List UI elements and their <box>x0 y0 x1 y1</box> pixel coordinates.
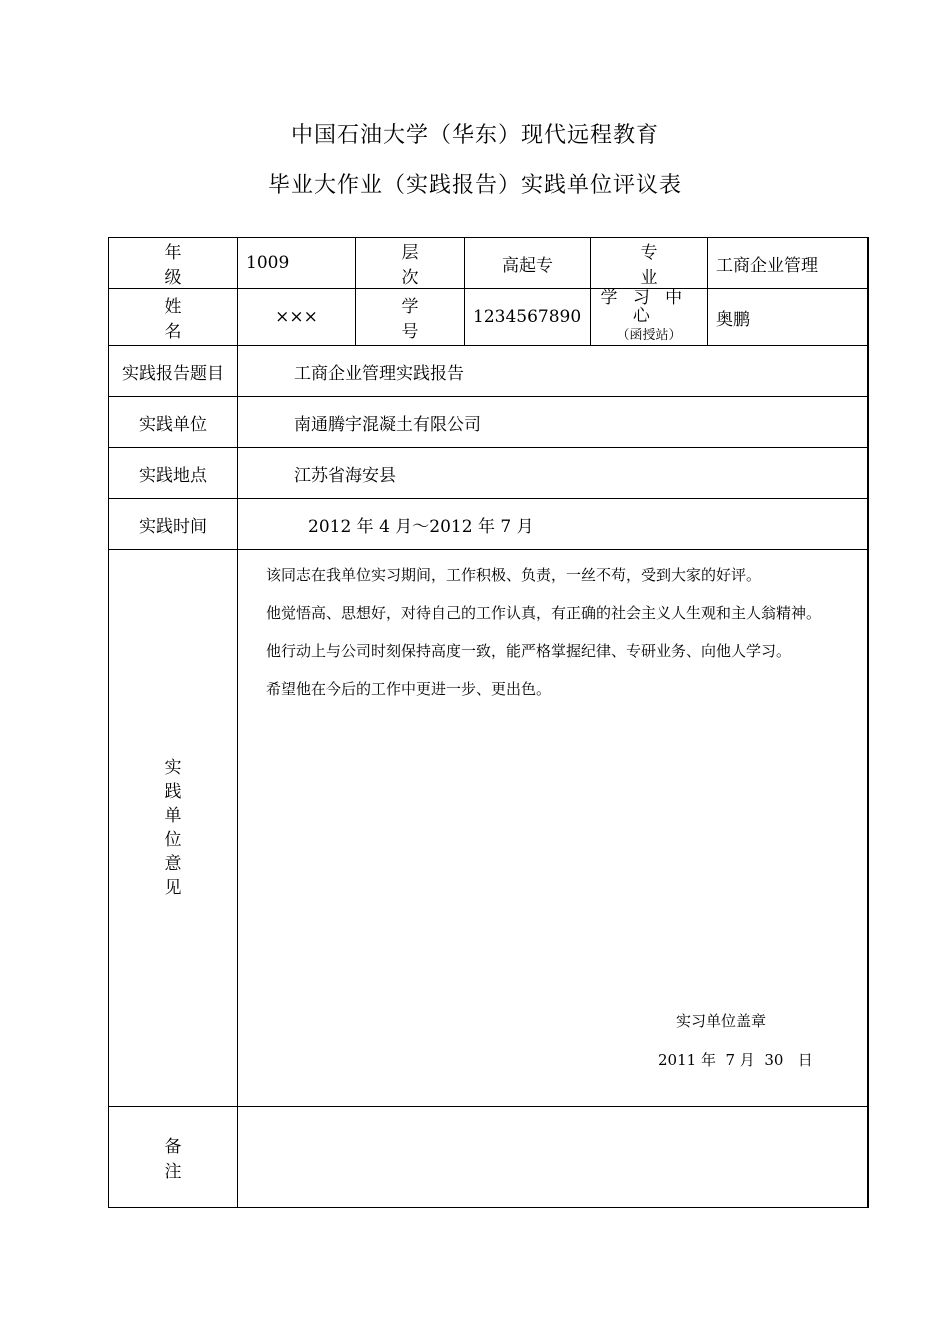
opinion-label-char: 意 <box>164 854 182 874</box>
grade-label: 年 级 <box>109 238 238 289</box>
level-label: 层 次 <box>356 238 465 289</box>
row-grade-level-major <box>109 238 868 289</box>
time-label: 实践时间 <box>109 499 238 550</box>
seal-caption: 实习单位盖章 <box>676 1012 767 1030</box>
row-time <box>109 499 868 550</box>
opinion-text <box>238 550 867 708</box>
remarks-label: 备 注 <box>109 1107 238 1208</box>
document-subtitle: 毕业大作业（实践报告）实践单位评议表 <box>267 173 682 198</box>
name-value: ××× <box>238 289 356 346</box>
place-label: 实践地点 <box>109 448 238 499</box>
row-unit <box>109 397 868 448</box>
student-id-label: 学 号 <box>356 289 465 346</box>
opinion-paragraph: 他行动上与公司时刻保持高度一致，能严格掌握纪律、专研业务、向他人学习。 <box>266 642 792 660</box>
topic-value: 工商企业管理实践报告 <box>238 346 868 397</box>
student-id-value: 1234567890 <box>465 289 591 346</box>
unit-value: 南通腾宇混凝土有限公司 <box>238 397 868 448</box>
row-name-id-center <box>109 289 868 346</box>
evaluation-form <box>108 237 869 1208</box>
opinion-label-char: 实 <box>164 758 182 778</box>
study-center-label <box>591 289 708 346</box>
opinion-label-char: 单 <box>164 806 182 826</box>
opinion-date: 2011 年 7 月 30 日 <box>658 1051 813 1069</box>
opinion-label <box>109 550 238 1107</box>
unit-label: 实践单位 <box>109 397 238 448</box>
opinion-paragraph: 该同志在我单位实习期间，工作积极、负责，一丝不苟，受到大家的好评。 <box>266 566 762 584</box>
opinion-content <box>238 550 868 1107</box>
opinion-paragraph: 他觉悟高、思想好，对待自己的工作认真，有正确的社会主义人生观和主人翁精神。 <box>266 604 822 622</box>
topic-label: 实践报告题目 <box>109 346 238 397</box>
major-label: 专 业 <box>591 238 708 289</box>
time-value: 2012 年 4 月～2012 年 7 月 <box>238 499 868 550</box>
level-value: 高起专 <box>465 238 591 289</box>
opinion-paragraph: 希望他在今后的工作中更进一步、更出色。 <box>266 680 552 698</box>
document-title: 中国石油大学（华东）现代远程教育 <box>290 123 659 148</box>
place-value: 江苏省海安县 <box>238 448 868 499</box>
row-topic <box>109 346 868 397</box>
study-center-value: 奥鹏 <box>708 289 868 346</box>
study-center-label-sub: （函授站） <box>616 328 682 343</box>
study-center-label-main: 学习中心 <box>600 288 698 326</box>
row-place <box>109 448 868 499</box>
name-label: 姓 名 <box>109 289 238 346</box>
opinion-label-char: 践 <box>164 782 182 802</box>
opinion-label-char: 位 <box>164 830 182 850</box>
row-remarks <box>109 1107 868 1208</box>
grade-value: 1009 <box>238 238 356 289</box>
remarks-value <box>238 1107 868 1208</box>
row-opinion <box>109 550 868 1107</box>
opinion-label-char: 见 <box>164 878 182 898</box>
major-value: 工商企业管理 <box>708 238 868 289</box>
